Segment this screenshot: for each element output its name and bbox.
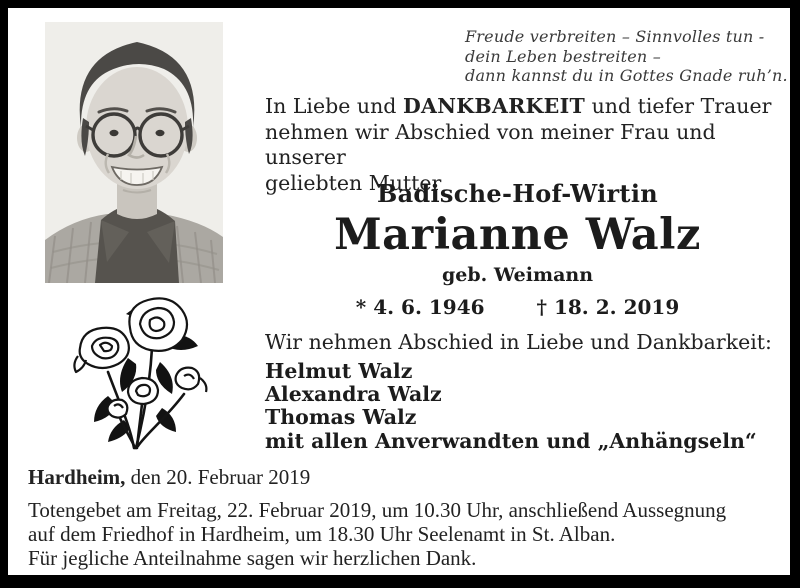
intro-text: In Liebe und: [265, 94, 403, 118]
notice-date: den 20. Februar 2019: [125, 465, 311, 489]
life-dates: [265, 295, 770, 319]
portrait-photo: [45, 22, 223, 283]
mourner-name: Alexandra Walz: [265, 382, 442, 407]
roses-illustration: [64, 292, 220, 454]
deceased-block: [265, 179, 770, 319]
motto-line: dann kannst du in Gottes Gnade ruh’n.: [465, 66, 788, 85]
portrait-photo-image: [45, 22, 223, 283]
motto-quote: [465, 27, 788, 86]
mourner-name: Thomas Walz: [265, 405, 417, 430]
birth-date: * 4. 6. 1946: [355, 295, 485, 319]
motto-line: dein Leben bestreiten –: [465, 46, 661, 66]
thanks-line: Für jegliche Anteilnahme sagen wir herzlichen Dank.: [28, 546, 477, 570]
intro-line: [265, 94, 780, 120]
intro-emphasis: DANKBARKEIT: [402, 94, 586, 118]
place-date-line: [28, 465, 310, 490]
intro-text: und tiefer Trauer: [585, 94, 772, 118]
service-line: auf dem Friedhof in Hardheim, um 18.30 Uhr Seelenamt in St. Alban.: [28, 521, 616, 546]
farewell-line: Wir nehmen Abschied in Liebe und Dankbarkeit:: [265, 330, 772, 354]
mourner-name: Helmut Walz: [265, 359, 413, 383]
death-date: † 18. 2. 2019: [536, 295, 680, 319]
deceased-name: Marianne Walz: [334, 210, 701, 260]
deceased-occupation-title: Badische-Hof-Wirtin: [377, 179, 658, 208]
maiden-name: geb. Weimann: [441, 264, 594, 286]
roses-image: [64, 292, 220, 454]
mourner-name: mit allen Anverwandten und „Anhängseln“: [265, 428, 757, 453]
intro-line: geliebten Mutter: [265, 170, 442, 195]
service-line: Totengebet am Freitag, 22. Februar 2019, um 10.30 Uhr, anschließend Aussegnung: [28, 498, 727, 522]
mourners-list: [265, 360, 757, 453]
intro-line: nehmen wir Abschied von meiner Frau und unserer: [265, 119, 716, 169]
service-information: [28, 499, 726, 546]
motto-line: Freude verbreiten – Sinnvolles tun -: [465, 27, 765, 46]
place-name: Hardheim,: [28, 465, 126, 489]
notice-paper: [8, 8, 790, 575]
